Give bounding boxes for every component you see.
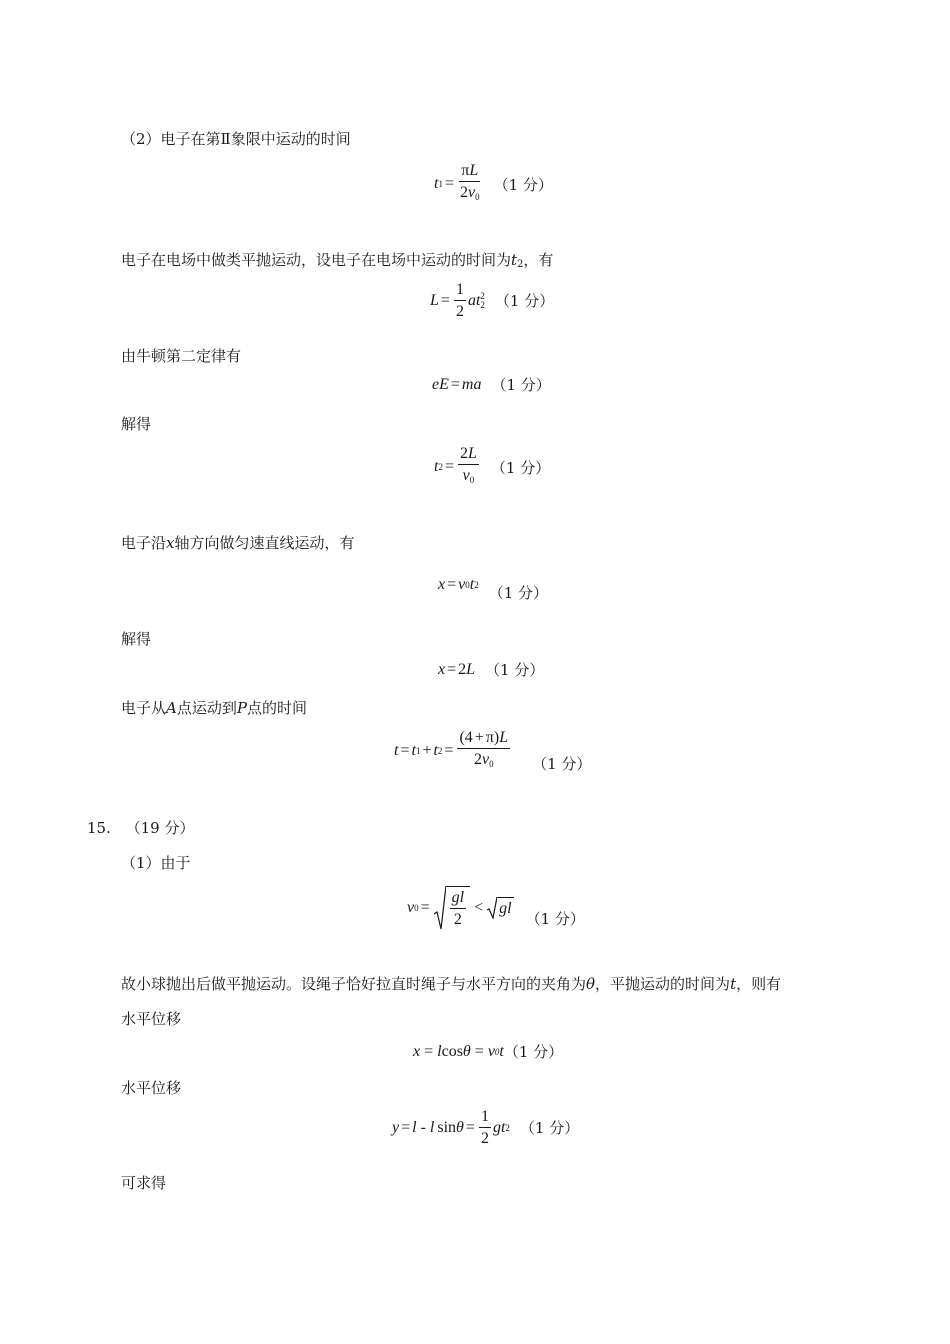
eq-var: t [469,575,475,593]
eq-operator: + [422,741,432,759]
eq-sup: 2 [480,290,485,301]
inline-var: A [166,699,177,717]
question-score: （19 分） [125,819,195,837]
text: 故小球抛出后做平抛运动。设绳子恰好拉直时绳子与水平方向的夹角为 [121,975,587,993]
solve-label-2: 解得 [121,630,152,648]
question-number: 15. [87,819,111,837]
radical-sign-icon [434,886,446,930]
question-15-header [87,817,195,838]
eq-text: (4 [459,728,473,746]
eq-operator: = [401,1118,411,1136]
eq-var: L [469,162,479,179]
inline-var: t [730,975,737,993]
score-label: （1 分） [490,458,551,477]
a-to-p-paragraph [121,697,307,718]
horizontal-label-2: 水平位移 [121,1079,182,1097]
eq-var: m [461,375,474,393]
eq-var: t [433,741,438,759]
part1-intro: （1）由于 [121,854,191,872]
score-label: （1 分） [519,1119,580,1137]
denominator: 2 [453,911,462,928]
text: 电子在电场中做类平抛运动，设电子在电场中运动的时间为 [121,251,512,269]
part2-intro: （2）电子在第Ⅱ象限中运动的时间 [121,130,351,148]
radicand [446,886,470,930]
eq-operator: = [444,741,454,759]
eq-var: E [439,375,449,393]
eq-var: g [492,1118,501,1136]
equation-t1 [434,161,553,207]
horizontal-label-1: 水平位移 [121,1010,182,1028]
equation-eE [432,374,551,395]
eq-func: cos [441,1042,463,1060]
eq-var: t [434,175,439,192]
numerator [458,444,479,465]
eq-var: v [458,575,466,593]
equation-x-lcos [413,1041,563,1062]
denominator: 2 [480,1130,489,1147]
eq-var: L [430,291,439,309]
text: 电子从 [121,699,167,717]
eq-operator: = [474,1042,484,1060]
eq-number: 2 [459,184,468,201]
fraction [457,728,510,774]
fraction [454,280,466,321]
eq-symbol: π [461,162,470,179]
numerator [457,728,510,749]
equation-t2 [434,444,550,490]
score-label: （1 分） [503,1043,564,1061]
eq-sub: 0 [469,475,475,485]
denominator [472,749,496,774]
eq-var: e [432,375,440,393]
eq-var: t [499,1042,504,1060]
text: ，有 [523,251,554,269]
eq-operator: = [447,660,457,678]
fraction [458,444,479,490]
eq-var: L [466,660,476,678]
eq-operator: = [420,899,430,916]
eq-operator: + [474,728,484,746]
denominator [461,465,477,490]
equation-x-2L [438,659,544,680]
eq-operator: = [400,741,410,759]
equation-v0-compare [407,886,585,930]
fraction [450,888,466,929]
eq-var: t [475,291,481,309]
eq-sub: 0 [494,1046,500,1057]
eq-var: a [473,375,482,393]
eq-operator: = [440,291,450,309]
final-label: 可求得 [121,1174,167,1192]
eq-number: 2 [458,660,467,678]
eq-var: v [462,467,470,484]
text: ，则有 [736,975,782,993]
eq-sub: 0 [475,192,480,202]
sqrt [434,886,470,930]
score-label: （1 分） [485,661,545,679]
eq-var: t [434,458,439,475]
eq-operator: = [444,175,454,192]
eq-var: a [467,291,476,309]
eq-sub: 0 [414,903,419,913]
text: 点运动到 [176,699,237,717]
eq-sub: 2 [438,462,443,472]
fraction [479,1107,491,1148]
eq-func: sin [437,1118,457,1136]
eq-sup: 2 [505,1122,510,1133]
eq-var: v [467,184,476,201]
field-paragraph [121,249,553,270]
solve-label-1: 解得 [121,415,152,433]
eq-var: x [413,1042,421,1060]
xdir-paragraph [121,532,355,553]
eq-operator: = [465,1118,475,1136]
score-label: （1 分） [494,292,555,310]
equation-y [392,1107,579,1148]
eq-var: l [429,1118,435,1136]
sup-sub [480,292,485,310]
fraction [458,161,482,207]
radicand: gl [497,897,513,919]
eq-var: v [407,899,415,916]
inline-var: t [511,251,518,269]
score-label: （1 分） [493,175,553,194]
eq-sub: 0 [489,758,494,769]
eq-sub: 2 [480,299,485,310]
numerator [459,161,480,182]
eq-operator: < [474,899,484,916]
eq-sub: 2 [437,745,443,756]
inline-var: x [166,534,175,552]
eq-text: π) [485,728,500,746]
numerator: 1 [454,280,466,301]
eq-number: 2 [459,445,468,462]
inline-sub: 2 [517,259,524,270]
eq-var: t [394,741,399,759]
text: 轴方向做匀速直线运动，有 [174,534,355,552]
eq-sub: 1 [415,745,421,756]
eq-sub: 0 [465,579,470,590]
text: 点的时间 [246,699,307,717]
eq-operator: = [447,575,457,593]
score-label: （1 分） [532,755,592,773]
eq-var: L [467,445,477,462]
denominator [458,182,482,207]
text: ，平抛运动的时间为 [595,975,731,993]
eq-var: v [487,1042,495,1060]
equation-L [430,280,554,321]
thrown-paragraph [121,973,781,994]
eq-var: θ [462,1042,471,1060]
eq-var: x [438,660,446,678]
inline-var: θ [586,975,596,993]
eq-sub: 2 [474,579,479,590]
eq-operator: = [444,458,454,475]
eq-var: v [481,750,490,768]
newton-paragraph: 由牛顿第二定律有 [121,347,242,365]
score-label: （1 分） [491,376,551,394]
eq-sub: 1 [438,179,443,189]
eq-var: l [437,1042,442,1060]
eq-var: θ [456,1118,464,1136]
inline-var: P [236,699,247,717]
eq-var: t [411,741,416,759]
eq-number: 2 [473,750,482,768]
eq-operator: - [420,1118,426,1136]
denominator: 2 [455,303,464,320]
score-label: （1 分） [488,584,549,602]
text: 电子沿 [121,534,167,552]
eq-var: t [500,1118,506,1136]
score-label: （1 分） [525,909,585,928]
numerator: 1 [479,1107,491,1128]
eq-var: x [438,575,446,593]
eq-var: y [392,1118,400,1136]
equation-x-v0t2 [438,566,548,603]
eq-operator: = [450,375,460,393]
numerator: gl [450,888,466,909]
eq-var: l [412,1118,417,1136]
sqrt [487,897,513,919]
eq-operator: = [424,1042,434,1060]
radical-sign-icon [487,897,497,919]
equation-total-time [394,727,591,774]
eq-var: L [499,728,509,746]
